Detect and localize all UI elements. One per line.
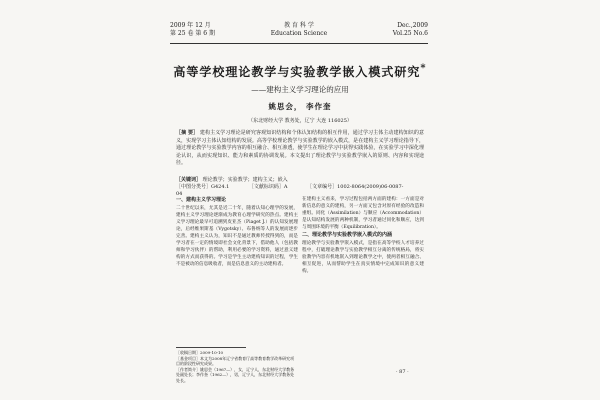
footnote-block	[176, 350, 298, 383]
section-heading-2: 二、理论教学与实验教学嵌入模式的内涵	[302, 232, 393, 238]
footnote-fund: ［基金项目］本文为2008年辽宁省教育厅高等教育教学改革研究项目的阶段性研究成果。	[176, 355, 295, 366]
journal-name-cn: 教 育 科 学	[284, 22, 314, 29]
header-volume-cn: 第 25 卷 第 6 期	[170, 30, 215, 37]
body-paragraph-left: 二十世纪以来，尤其是近二十年，随着认知心理学的发展，建构主义学习理论逐渐成为教育心理学研究的热点。建构主义学习理论最早可追溯到皮亚杰（Piaget J.）的认知发展理论，后经维果斯基（Vygotsky）、布鲁纳等人的发展而逐步完善。建构主义认为，知识不是通过教师传授得到的，而是学习者在一定的情境即社会文化背景下，借助他人（包括教师和学习伙伴）的帮助，利用必要的学习资料，通过意义建构的方式而获得的。学习是学生主动建构知识的过程，学生不是被动的信息吸收者，而是信息意义的主动建构者。	[176, 206, 298, 267]
header-date: 2009 年 12 月	[170, 22, 211, 29]
running-header	[170, 22, 428, 48]
article-title	[150, 63, 450, 80]
body-column-right	[302, 196, 424, 372]
footnote-rule	[176, 347, 246, 348]
footnote-received: ［收稿日期］2009-10-10	[176, 350, 224, 355]
keywords-label: ［关键词］	[176, 177, 202, 183]
body-paragraph-right-2: 理论教学与实验教学嵌入模式，是指在高等学校人才培养过程中，打破理论教学与实验教学相互分离的传统格局，将实验教学内容有机地嵌入到理论教学之中，使两者相互融合、相互促进，从而帮助学生在真实情境中完成知识的意义建构。	[302, 241, 424, 274]
section-heading-1: 一、建构主义学习理论	[176, 197, 227, 203]
abstract-text: 建构主义学习理论是研究客观知识结构和个体认知结构的相互作用，通过学习主体主动建构知识的意义，实现学习主体认知结构的发展。高等学校理论教学与实验教学的嵌入模式，是在建构主义学习理论指导下，通过理论教学与实验教学内容的相互融合、相互渗透，使学生在理论学习中获得实践体验，在实验学习中深化理论认识，从而实现知识、能力和素质的协调发展。本文提出了理论教学与实验教学嵌入的原则、内容和实现途径。	[176, 130, 424, 166]
body-paragraph-right-1: 在建构主义看来，学习过程包括两方面的建构：一方面是对新信息的意义的建构，另一方面又包含对原有经验的改造和重组。同化（Assimilation）与顺应（Accommodation）是认知结构发展的两种机制，学习者通过同化和顺应，达到与周围环境的平衡（Equilibration）。	[302, 197, 424, 230]
header-left	[170, 22, 260, 38]
header-date-en: Dec.,2009	[397, 22, 428, 29]
page-number: · 87 ·	[396, 369, 409, 375]
abstract-block	[176, 130, 424, 175]
abstract-label: ［摘 要］	[176, 130, 199, 136]
footnote-author-info: ［作者简介］姚思会（1967—），女，辽宁人，东北财经大学教务处副处长；李作奎（1962—），男，辽宁人，东北财经大学教务处处长。	[176, 366, 295, 383]
keywords-line	[176, 177, 424, 184]
article-number: ［文章编号］1002-8064(2009)06-0087-04	[176, 184, 404, 197]
body-column-left	[176, 196, 298, 346]
header-center	[262, 22, 336, 38]
header-rule	[170, 43, 428, 44]
title-footnote-mark: *	[420, 63, 427, 74]
article-title-text: 高等学校理论教学与实验教学嵌入模式研究	[173, 65, 421, 79]
clc-number: ［中图分类号］G424.1	[176, 184, 230, 190]
keywords-text: 理论教学；实验教学；建构主义；嵌入	[202, 177, 288, 183]
journal-name-en: Education Science	[270, 30, 328, 37]
header-volume-en: Vol.25 No.6	[392, 30, 428, 37]
author-affiliation: （东北财经大学 教务处，辽宁 大连 116025）	[248, 118, 352, 124]
header-right	[338, 22, 428, 38]
document-code: ［文献标识码］A	[248, 184, 288, 190]
author-names: 姚思会， 李作奎	[268, 102, 332, 111]
article-subtitle: ——建构主义学习理论的应用	[251, 85, 349, 94]
